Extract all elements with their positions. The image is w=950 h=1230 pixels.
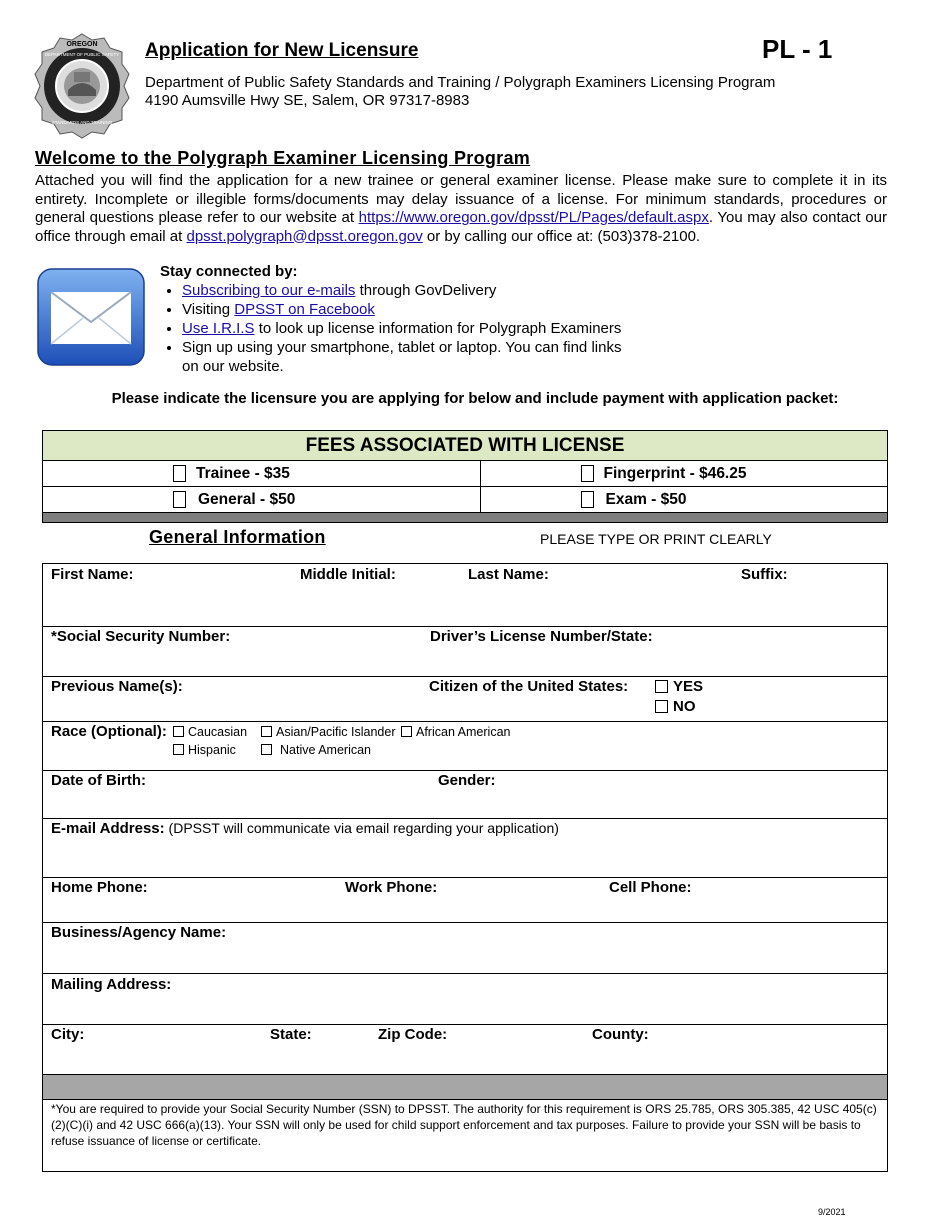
page-title: Application for New Licensure [145,40,419,61]
fees-table [42,430,888,523]
seal-text-middle: DEPARTMENT OF PUBLIC SAFETY [44,52,120,57]
divider [43,676,887,677]
divider [43,877,887,878]
fingerprint-option[interactable] [481,461,888,486]
divider [43,1024,887,1025]
email-note: (DPSST will communicate via email regarding your application) [164,820,559,836]
department-line: Department of Public Safety Standards and Training / Polygraph Examiners Licensing Program [145,74,776,91]
seal-text-top: OREGON [66,41,98,48]
race-option-native-american[interactable] [261,743,371,757]
table-row [43,487,887,513]
hispanic-label: Hispanic [188,743,236,757]
seal-text-bottom: STANDARDS AND TRAINING [51,120,113,125]
divider-bar [43,1074,887,1100]
first-name-field[interactable]: First Name: [51,566,134,583]
list-item-text: through GovDelivery [355,282,497,299]
fees-heading: FEES ASSOCIATED WITH LICENSE [43,431,887,461]
general-info-heading: General Information [149,527,326,547]
asian-label: Asian/Pacific Islander [276,725,396,739]
ssn-field[interactable]: *Social Security Number: [51,628,231,645]
hispanic-checkbox[interactable] [173,744,184,755]
citizen-no-option[interactable] [655,698,696,715]
list-item-text: to look up license information for Polygraph Examiners [254,320,622,337]
trainee-option[interactable] [43,461,481,486]
intro-text-3: or by calling our office at: (503)378-2100. [422,227,701,245]
trainee-label: Trainee - $35 [196,464,290,482]
list-item [182,319,622,338]
stay-connected-list [160,281,622,376]
divider-bar [43,513,887,522]
address-line: 4190 Aumsville Hwy SE, Salem, OR 97317-8983 [145,92,470,109]
last-name-field[interactable]: Last Name: [468,566,549,583]
zip-code-field[interactable]: Zip Code: [378,1026,448,1043]
stay-connected [160,262,622,376]
dpsst-seal-logo [34,32,130,140]
citizen-label: Citizen of the United States: [429,678,629,695]
intro-text-2: . You may also contact our office through email at [35,209,887,245]
stay-connected-heading: Stay connected by: [160,263,298,280]
intro-text-1: Attached you will find the application for a new trainee or general examiner license. Please make sure to complete it in its entirety. Incomplete or illegible forms/documents may delay issuance of a license. For minimum standards, procedures or general questions please refer to our website at [35,172,887,226]
divider [43,626,887,627]
department-info [145,74,775,110]
list-item [182,338,622,376]
revision-date: 9/2021 [818,1207,846,1217]
home-phone-field[interactable]: Home Phone: [51,879,148,896]
email-field[interactable] [51,820,559,837]
cell-phone-field[interactable]: Cell Phone: [609,879,692,896]
caucasian-label: Caucasian [188,725,248,739]
general-checkbox[interactable] [173,491,186,508]
divider [43,922,887,923]
race-option-african-american[interactable] [401,725,510,739]
general-info-form [42,563,888,1172]
table-row [43,461,887,487]
asian-checkbox[interactable] [261,726,272,737]
iris-link[interactable]: Use I.R.I.S [182,320,255,337]
list-item [182,300,622,319]
citizen-yes-option[interactable] [655,678,703,695]
african-american-label: African American [416,725,511,739]
list-item-text: Visiting [182,301,235,318]
business-name-field[interactable]: Business/Agency Name: [51,924,227,941]
print-clearly-note: PLEASE TYPE OR PRINT CLEARLY [540,531,772,547]
state-field[interactable]: State: [270,1026,312,1043]
county-field[interactable]: County: [592,1026,649,1043]
list-item [182,281,622,300]
previous-names-field[interactable]: Previous Name(s): [51,678,183,695]
intro-paragraph [35,172,887,246]
drivers-license-field[interactable]: Driver’s License Number/State: [430,628,653,645]
divider [43,818,887,819]
gender-field[interactable]: Gender: [438,772,496,789]
subscribe-emails-link[interactable]: Subscribing to our e-mails [182,282,356,299]
welcome-heading: Welcome to the Polygraph Examiner Licensing Program [35,148,531,168]
city-field[interactable]: City: [51,1026,85,1043]
exam-checkbox[interactable] [581,491,594,508]
race-option-asian[interactable] [261,725,396,739]
divider [43,973,887,974]
general-label: General - $50 [198,490,296,508]
no-checkbox[interactable] [655,700,668,713]
divider [43,770,887,771]
suffix-field[interactable]: Suffix: [741,566,788,583]
trainee-checkbox[interactable] [173,465,186,482]
ssn-disclosure-note: *You are required to provide your Social Security Number (SSN) to DPSST. The authority for this requirement is ORS 25.785, ORS 305.385, 42 USC 405(c)(2)(C)(i) and 42 USC 666(a)(13). Your SSN will only be used for child support enforcement and tax purposes. Failure to provide your SSN will be basis to refuse issuance of license or certificate. [51,1102,877,1148]
fingerprint-checkbox[interactable] [581,465,594,482]
mail-icon [37,268,145,366]
native-american-label: Native American [280,743,372,757]
mailing-address-field[interactable]: Mailing Address: [51,976,172,993]
facebook-link[interactable]: DPSST on Facebook [234,301,375,318]
caucasian-checkbox[interactable] [173,726,184,737]
indicate-instruction: Please indicate the licensure you are applying for below and include payment with application packet: [111,390,839,407]
email-label: E-mail Address: [51,820,165,837]
work-phone-field[interactable]: Work Phone: [345,879,438,896]
yes-checkbox[interactable] [655,680,668,693]
exam-option[interactable] [481,487,888,512]
middle-initial-field[interactable]: Middle Initial: [300,566,396,583]
general-option[interactable] [43,487,481,512]
yes-label: YES [673,678,704,695]
african-american-checkbox[interactable] [401,726,412,737]
list-item-text: Sign up using your smartphone, tablet or laptop. You can find links on our website. [182,339,622,375]
race-label: Race (Optional): [51,723,167,740]
dob-field[interactable]: Date of Birth: [51,772,146,789]
website-link[interactable]: https://www.oregon.gov/dpsst/PL/Pages/default.aspx [358,209,709,226]
fingerprint-label: Fingerprint - $46.25 [603,464,747,482]
email-link[interactable]: dpsst.polygraph@dpsst.oregon.gov [186,227,423,245]
native-american-checkbox[interactable] [261,744,272,755]
race-option-hispanic[interactable] [173,743,236,757]
race-option-caucasian[interactable] [173,725,247,739]
form-code: PL - 1 [762,34,833,64]
no-label: NO [673,698,696,715]
divider [43,721,887,722]
exam-label: Exam - $50 [605,490,687,508]
